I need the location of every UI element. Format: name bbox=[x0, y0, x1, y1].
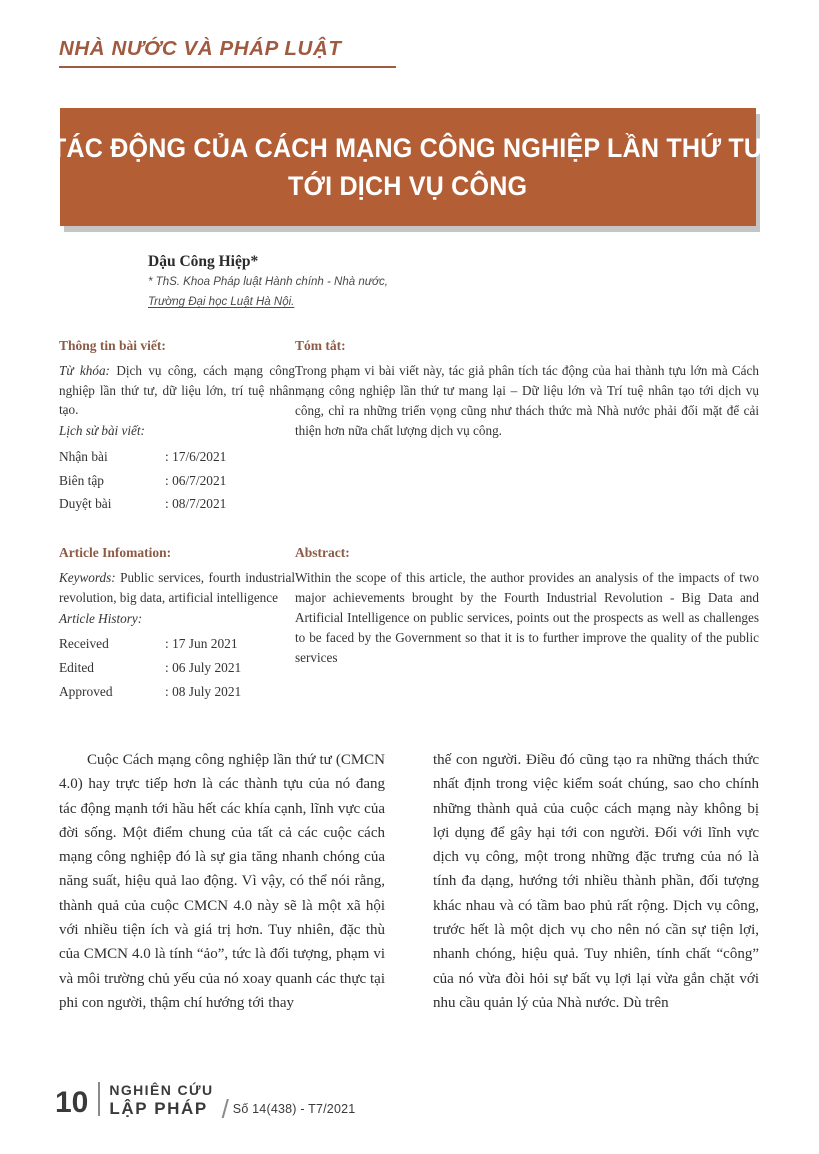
history-label: Edited bbox=[59, 660, 94, 676]
english-keywords-value: Public services, fourth industrial revolution, big data, artificial intelligence bbox=[59, 570, 296, 605]
history-label: Duyệt bài bbox=[59, 496, 112, 512]
vietnamese-info-heading: Thông tin bài viết: bbox=[59, 338, 166, 353]
english-info-heading: Article Infomation: bbox=[59, 545, 172, 560]
issue-text: Số 14(438) - T7/2021 bbox=[232, 1102, 356, 1116]
running-head-text: NHÀ NƯỚC VÀ PHÁP LUẬT bbox=[59, 37, 342, 60]
english-article-info bbox=[59, 545, 295, 705]
history-value: : 17/6/2021 bbox=[165, 448, 227, 464]
article-title-line-1: TÁC ĐỘNG CỦA CÁCH MẠNG CÔNG NGHIỆP LẦN THỨ TƯ bbox=[50, 132, 766, 163]
table-row bbox=[59, 633, 241, 657]
vietnamese-abstract bbox=[295, 338, 759, 517]
vietnamese-keywords-value: Dịch vụ công, cách mạng công nghiệp lần thứ tư, dữ liệu lớn, trí tuệ nhân tạo. bbox=[59, 363, 296, 417]
table-row bbox=[59, 681, 241, 705]
body-paragraph: thế con người. Điều đó cũng tạo ra những thách thức nhất định trong việc kiểm soát chúng, sao cho chính những thành quả của cuộc cách mạng này không bị lợi dụng để gây hại tới con người. Đối với lĩnh vực dịch vụ công, một trong những đặc trưng của nó là tính đa dạng, hướng tới nhiều thành phần, đối tượng khác nhau và có tầm bao phủ rất rộng. Dịch vụ công, trước hết là một dịch vụ cho nên nó cần sự tiện lợi, nhanh chóng, hiệu quả. Tuy nhiên, tính chất “công” của nó vừa đòi hỏi sự bất vụ lợi lại vừa gắn chặt với nhu cầu quản lý của Nhà nước. Dù trên bbox=[433, 752, 759, 1011]
history-label: Biên tập bbox=[59, 472, 104, 488]
body-column-left bbox=[59, 748, 385, 1015]
history-value: : 08 July 2021 bbox=[165, 683, 242, 699]
issue-slash-separator: / bbox=[221, 1094, 229, 1124]
running-head-rule bbox=[59, 66, 396, 68]
vietnamese-keywords-label: Từ khóa: bbox=[59, 363, 110, 379]
running-head bbox=[59, 38, 459, 68]
journal-name-line-1: NGHIÊN CỨU bbox=[109, 1082, 214, 1098]
vietnamese-article-info bbox=[59, 338, 295, 517]
english-keywords bbox=[59, 568, 295, 607]
author-affiliation-line-1: * ThS. Khoa Pháp luật Hành chính - Nhà nước, bbox=[148, 276, 388, 289]
vietnamese-keywords bbox=[59, 361, 295, 419]
history-value: : 06 July 2021 bbox=[165, 660, 242, 676]
history-value: : 17 Jun 2021 bbox=[165, 636, 238, 652]
table-row bbox=[59, 446, 226, 470]
english-meta-section bbox=[59, 545, 759, 705]
table-row bbox=[59, 657, 241, 681]
table-row bbox=[59, 470, 226, 494]
history-label: Approved bbox=[59, 683, 113, 699]
history-label: Nhận bài bbox=[59, 448, 108, 464]
vietnamese-abstract-text: Trong phạm vi bài viết này, tác giả phân tích tác động của hai thành tựu lớn mà Cách mạng công nghiệp lần thứ tư mang lại – Dữ liệu lớn và Trí tuệ nhân tạo tới dịch vụ công, chỉ ra những triển vọng cũng như thách thức mà Nhà nước phải đối mặt để cải thiện hơn nữa chất lượng dịch vụ công. bbox=[295, 363, 759, 439]
english-history-table bbox=[59, 633, 241, 704]
history-value: : 06/7/2021 bbox=[165, 472, 227, 488]
table-row bbox=[59, 493, 226, 517]
article-body bbox=[59, 748, 759, 1015]
body-column-right bbox=[433, 748, 759, 1015]
history-value: : 08/7/2021 bbox=[165, 496, 227, 512]
english-keywords-label: Keywords: bbox=[59, 570, 116, 586]
page-number: 10 bbox=[55, 1086, 89, 1119]
english-abstract-heading: Abstract: bbox=[295, 545, 350, 560]
page-footer bbox=[55, 1082, 355, 1122]
article-title-line-2: TỚI DỊCH VỤ CÔNG bbox=[288, 171, 528, 201]
vietnamese-history-table bbox=[59, 446, 226, 517]
history-label: Received bbox=[59, 636, 109, 652]
issue-info bbox=[222, 1082, 356, 1122]
author-name: Dậu Công Hiệp* bbox=[148, 253, 259, 270]
article-title-banner bbox=[50, 108, 766, 226]
vietnamese-history-heading: Lịch sử bài viết: bbox=[59, 423, 145, 439]
journal-name-line-2: LẬP PHÁP bbox=[109, 1099, 208, 1119]
english-history-heading: Article History: bbox=[59, 611, 143, 626]
author-block bbox=[148, 250, 548, 313]
footer-divider bbox=[98, 1082, 100, 1116]
english-abstract-text: Within the scope of this article, the author provides an analysis of the impacts of two major achievements brought by the Fourth Industrial Revolution - Big Data and Artificial Intelligence on public services, points out the prospects as well as challenges to be faced by the Government so that it is to further improve the quality of the public services bbox=[295, 570, 759, 666]
english-abstract bbox=[295, 545, 759, 705]
vietnamese-abstract-heading: Tóm tắt: bbox=[295, 338, 346, 353]
body-paragraph: Cuộc Cách mạng công nghiệp lần thứ tư (CMCN 4.0) hay trực tiếp hơn là các thành tựu của nó đang tác động mạnh tới hầu hết các khía cạnh, lĩnh vực của đời sống. Một điểm chung của tất cả các cuộc cách mạng công nghiệp đó là sự gia tăng nhanh chóng của năng suất, hiệu quả lao động. Vì vậy, có thể nói rằng, thành quả của cuộc CMCN 4.0 này sẽ là một xã hội với nhiều tiện ích và giá trị hơn. Tuy nhiên, đặc thù của CMCN 4.0 là tính “ảo”, tức là đối tượng, phạm vi và môi trường chủ yếu của nó xoay quanh các thực tại phi con người, thậm chí hướng tới thay bbox=[59, 752, 385, 1011]
author-affiliation-line-2: Trường Đại học Luật Hà Nội. bbox=[148, 296, 295, 309]
journal-name bbox=[109, 1082, 213, 1120]
vietnamese-meta-section bbox=[59, 338, 759, 517]
